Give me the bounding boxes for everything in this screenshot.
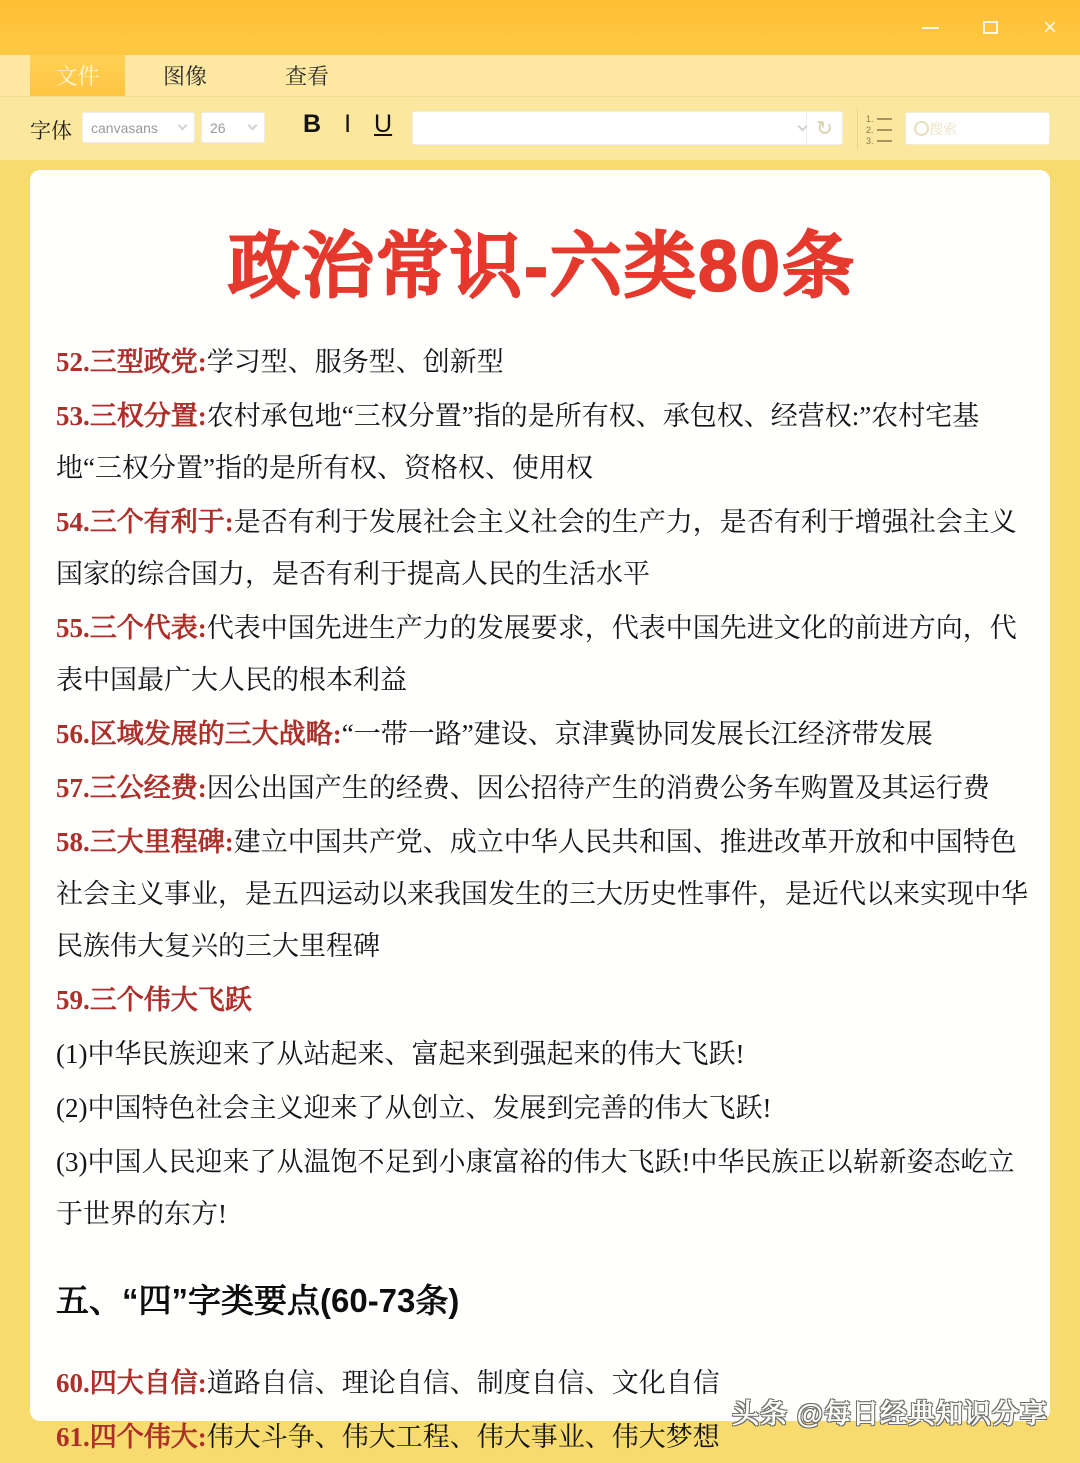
bold-button[interactable]: B [303, 110, 322, 138]
text-style-input[interactable] [413, 112, 793, 144]
refresh-icon: ↻ [816, 117, 833, 140]
paragraph: (1)中华民族迎来了从站起来、富起来到强起来的伟大飞跃! [56, 1039, 745, 1069]
document-body [56, 336, 1028, 1463]
maximize-icon [983, 21, 998, 34]
search-input[interactable] [929, 121, 1041, 137]
section-heading: 五、“四”字类要点(60-73条) [56, 1282, 460, 1319]
text-style-dropdown[interactable] [412, 111, 843, 145]
chevron-down-icon [178, 121, 188, 131]
item-text: 道路自信、理论自信、制度自信、文化自信 [206, 1368, 720, 1399]
document-canvas [30, 170, 1050, 1453]
tab-file[interactable]: 文件 [30, 55, 125, 96]
title-bar [0, 0, 1080, 55]
item-text: 农村承包地“三权分置”指的是所有权、承包权、经营权:”农村宅基地“三权分置”指的是所有权、资格权、使用权 [56, 401, 980, 483]
knowledge-item [56, 336, 1028, 388]
watermark: 头条 @每日经典知识分享 [732, 1399, 1048, 1429]
item-text: “一带一路”建设、京津冀协同发展长江经济带发展 [341, 719, 933, 749]
toolbar [0, 96, 1080, 160]
item-label: 57.三公经费: [56, 773, 207, 803]
item-label: 61.四个伟大: [56, 1422, 207, 1453]
item-label: 60.四大自信: [56, 1368, 207, 1399]
italic-button[interactable]: I [344, 110, 352, 138]
maximize-button[interactable] [960, 0, 1020, 55]
window-controls [900, 0, 1080, 55]
item-text: 学习型、服务型、创新型 [206, 347, 504, 377]
knowledge-item [56, 496, 1028, 600]
font-label: 字体 [30, 120, 72, 143]
minimize-button[interactable] [900, 0, 960, 55]
item-label: 56.区域发展的三大战略: [56, 719, 342, 749]
item-label: 59.三个伟大飞跃 [56, 985, 252, 1015]
document-title: 政治常识-六类80条 [227, 227, 857, 307]
paragraph: (2)中国特色社会主义迎来了从创立、发展到完善的伟大飞跃! [56, 1093, 772, 1123]
toolbar-divider [857, 108, 858, 150]
knowledge-item [56, 708, 1028, 760]
item-label: 55.三个代表: [56, 613, 207, 643]
paragraph: (3)中国人民迎来了从温饱不足到小康富裕的伟大飞跃!中华民族正以崭新姿态屹立于世界的东方! [56, 1147, 1015, 1229]
menu-tab-bar [0, 55, 1080, 96]
tab-view[interactable]: 查看 [284, 64, 329, 89]
underline-button[interactable]: U [374, 110, 393, 138]
item-label: 52.三型政党: [56, 347, 207, 377]
knowledge-item [56, 974, 1028, 1026]
item-text: 伟大斗争、伟大工程、伟大事业、伟大梦想 [206, 1422, 720, 1453]
search-icon [914, 121, 929, 136]
close-icon: × [1042, 13, 1057, 41]
item-text: 代表中国先进生产力的发展要求，代表中国先进文化的前进方向，代表中国最广大人民的根本利益 [56, 613, 1017, 695]
font-size-value: 26 [210, 119, 226, 136]
knowledge-item [56, 762, 1028, 814]
close-button[interactable] [1020, 0, 1080, 55]
item-label: 58.三大里程碑: [56, 827, 234, 857]
item-text: 因公出国产生的经费、因公招待产生的消费公务车购置及其运行费 [206, 773, 990, 803]
minimize-icon [922, 27, 939, 29]
knowledge-item [56, 390, 1028, 494]
knowledge-item [56, 602, 1028, 706]
font-size-select[interactable] [201, 112, 265, 143]
font-family-select[interactable] [82, 112, 195, 143]
font-family-value: canvasans [91, 119, 158, 136]
item-label: 54.三个有利于: [56, 507, 234, 537]
refresh-button[interactable] [806, 112, 842, 144]
item-text: 建立中国共产党、成立中华人民共和国、推进改革开放和中国特色社会主义事业，是五四运动以来我国发生的三大历史性事件，是近代以来实现中华民族伟大复兴的三大里程碑 [56, 827, 1028, 961]
tab-image[interactable]: 图像 [162, 64, 207, 89]
knowledge-item [56, 816, 1028, 972]
format-buttons [303, 110, 392, 139]
item-text: 是否有利于发展社会主义社会的生产力，是否有利于增强社会主义国家的综合国力，是否有利于提高人民的生活水平 [56, 507, 1017, 589]
numbered-list-button[interactable]: 1. 2. 3. [866, 113, 898, 146]
numbered-list-icon: 1. [866, 113, 874, 124]
chevron-down-icon [248, 121, 258, 131]
search-box[interactable] [905, 112, 1050, 145]
item-label: 53.三权分置: [56, 401, 207, 431]
